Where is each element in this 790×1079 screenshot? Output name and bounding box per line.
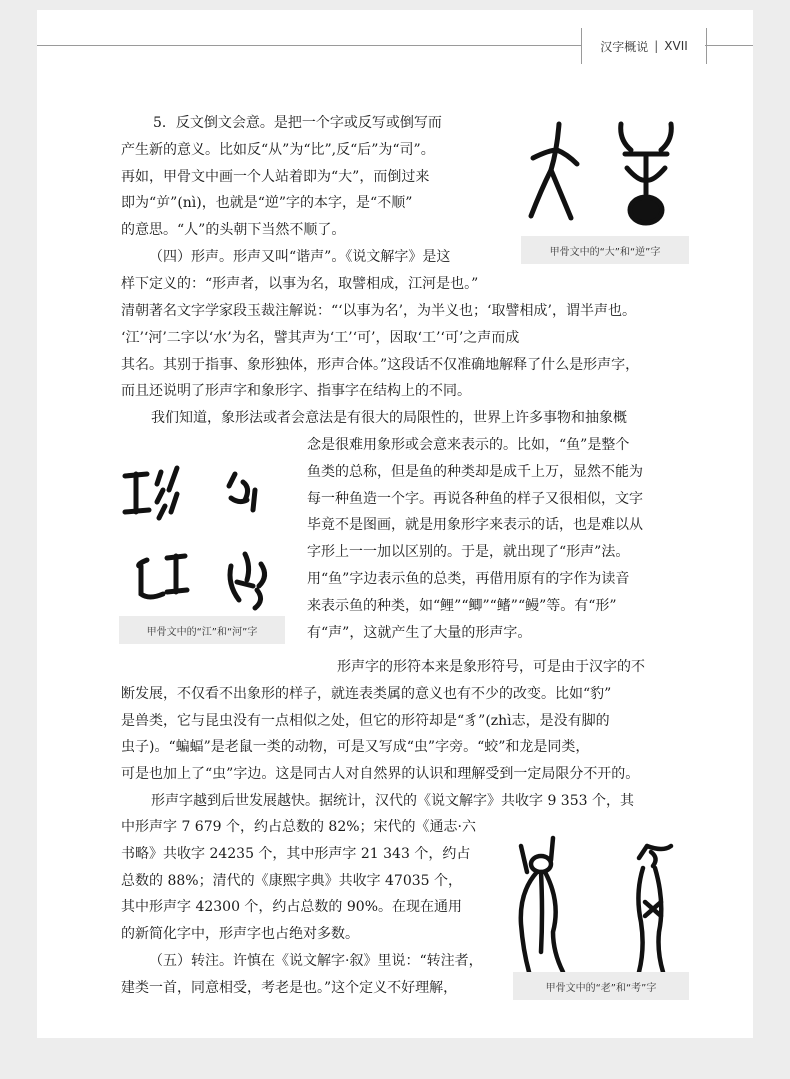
text-line: 可是也加上了“虫”字边。这是同古人对自然界的认识和理解受到一定局限分不开的。 [121,766,640,783]
figure-caption: 甲骨文中的“老”和“考”字 [513,972,689,1000]
text-line: 我们知道，象形法或者会意法是有很大的局限性的，世界上许多事物和抽象概 [151,410,627,427]
text-line: ‘江’‘河’二字以‘水’为名，譬其声为‘工’‘可’，因取‘工’‘可’之声而成 [121,329,520,346]
text-line: 虫子)。“蝙蝠”是老鼠一类的动物，可是又写成“虫”字旁。“蛟”和龙是同类， [121,739,590,756]
running-header [581,28,707,64]
page-number: XVII [664,39,688,53]
text-line: 形声字的形符本来是象形符号，可是由于汉字的不 [337,659,645,675]
paragraph-block-4 [121,654,741,815]
text-line: 每一种鱼造一个字。再说各种鱼的样子又很相似，文字 [307,490,643,507]
paragraph-block-2 [121,298,741,432]
paragraph-block-5 [121,814,521,1002]
oracle-da-ni-image [521,110,689,236]
oracle-jiang-he-image [119,454,285,616]
text-line: 即为“屰”(nì)，也就是“逆”字的本字，是“不顺” [121,195,413,212]
header-separator: | [654,39,659,53]
text-line: 书略》共收字 24235 个，其中形声字 21 343 个，约占 [121,845,471,862]
figure-caption: 甲骨文中的“大”和“逆”字 [521,236,689,264]
text-line: 毕竟不是图画，就是用象形字来表示的话，也是难以从 [307,517,643,534]
text-line: 有“声”，这就产生了大量的形声字。 [307,624,532,641]
text-line: 总数的 88%；清代的《康熙字典》共收字 47035 个， [121,872,463,889]
paragraph-block-3 [307,432,727,646]
text-line: 念是很难用象形或会意来表示的。比如，“鱼”是整个 [307,437,630,453]
text-line: 是兽类，它与昆虫没有一点相似之处，但它的形符却是“豸”(zhì志，是没有脚的 [121,712,610,729]
paragraph-block-1 [121,110,541,298]
text-line: 中形声字 7 679 个，约占总数的 82%；宋代的《通志·六 [121,819,476,835]
text-line: 5．反文倒文会意。是把一个字或反写或倒写而 [153,115,442,131]
text-line: 用“鱼”字边表示鱼的总类，再借用原有的字作为读音 [307,570,630,587]
text-line: 清朝著名文字学家段玉裁注解说：“‘以事为名’，为半义也；‘取譬相成’，谓半声也。 [121,303,636,319]
figure-lao-kao [513,832,689,982]
text-line: 断发展，不仅看不出象形的样子，就连表类属的意义也有不少的改变。比如“豹” [121,685,612,702]
text-line: 样下定义的：“形声者，以事为名，取譬相成，江河是也。” [121,275,479,292]
figure-da-ni [521,110,689,236]
text-line: 建类一首，同意相受，考老是也。”这个定义不好理解， [121,979,458,996]
figure-caption: 甲骨文中的“江”和“河”字 [119,616,285,644]
text-line: 的新简化字中，形声字也占绝对多数。 [121,926,359,943]
text-line: 其名。其别于指事、象形独体，形声合体。”这段话不仅准确地解释了什么是形声字， [121,356,640,373]
book-title: 汉字概说 [600,39,649,54]
header-rule [37,45,581,46]
text-line: 的意思。“人”的头朝下当然不顺了。 [121,222,346,239]
text-line: 形声字越到后世发展越快。据统计，汉代的《说文解字》共收字 9 353 个，其 [151,792,634,809]
text-line: 而且还说明了形声字和象形字、指事字在结构上的不同。 [121,383,471,400]
text-line: 来表示鱼的种类，如“鲤”“鲫”“鳍”“鳗”等。有“形” [307,597,617,614]
figure-jiang-he [119,454,285,616]
text-line: （五）转注。许慎在《说文解字·叙》里说：“转注者， [149,952,483,969]
text-line: （四）形声。形声又叫“谐声”。《说文解字》是这 [149,248,451,265]
book-page [37,10,753,1038]
text-line: 其中形声字 42300 个，约占总数的 90%。在现在通用 [121,899,463,916]
text-line: 字形上一一加以区别的。于是，就出现了“形声”法。 [307,544,630,561]
header-rule-right [705,45,753,46]
text-line: 鱼类的总称，但是鱼的种类却是成千上万，显然不能为 [307,463,643,480]
oracle-lao-kao-image [513,832,689,982]
text-line: 再如，甲骨文中画一个人站着即为“大”，而倒过来 [121,168,430,185]
text-line: 产生新的意义。比如反“从”为“比”,反“后”为“司”。 [121,141,435,158]
